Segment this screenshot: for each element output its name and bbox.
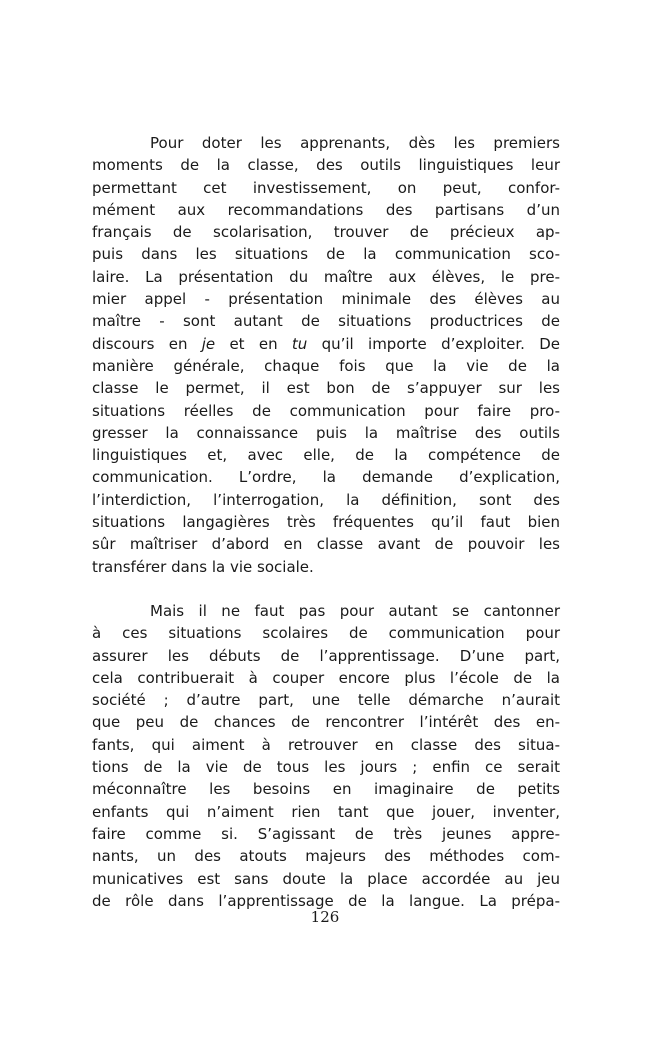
text-segment: permettant cet investissement, on peut, confor- [92,178,560,197]
text-line [92,199,560,221]
text-segment: tions de la vie de tous les jours ; enfin ce serait [92,758,560,777]
text-segment: Pour doter les apprenants, dès les premiers [150,134,560,152]
text-segment: et en [215,334,292,353]
text-line [92,355,560,377]
text-line [92,667,560,689]
text-line [92,333,560,355]
text-line [92,310,560,332]
text-line [92,400,560,422]
text-segment: situations réelles de communication pour faire pro- [92,401,560,420]
text-line [92,533,560,555]
text-line [92,243,560,265]
text-line [92,868,560,890]
paragraph [92,600,560,912]
paragraph [92,132,560,578]
text-segment: méconnaître les besoins en imaginaire de petits [92,780,560,799]
text-segment: maître - sont autant de situations productrices de [92,312,560,331]
text-segment: situations langagières très fréquentes qu’il faut bien [92,513,560,532]
text-segment: municatives est sans doute la place accordée au jeu [92,869,560,888]
text-segment: l’interdiction, l’interrogation, la définition, sont des [92,490,560,509]
text-segment: sûr maîtriser d’abord en classe avant de pouvoir les [92,535,560,554]
text-line [92,221,560,243]
text-line [92,444,560,466]
text-segment: français de scolarisation, trouver de précieux ap- [92,223,560,242]
text-segment: enfants qui n’aiment rien tant que jouer, inventer, [92,802,560,821]
text-line [92,556,560,578]
text-line [92,778,560,800]
text-segment: classe le permet, il est bon de s’appuyer sur les [92,379,560,398]
text-segment: transférer dans la vie sociale. [92,557,314,576]
text-line [92,734,560,756]
text-line [92,622,560,644]
text-segment: manière générale, chaque fois que la vie de la [92,356,560,375]
text-line [92,422,560,444]
text-segment: fants, qui aiment à retrouver en classe des situa- [92,735,560,754]
text-segment: que peu de chances de rencontrer l’intérêt des en- [92,713,560,732]
text-line [92,511,560,533]
body-text [92,132,560,934]
text-line [92,377,560,399]
text-segment: à ces situations scolaires de communication pour [92,624,560,643]
text-segment: laire. La présentation du maître aux élèves, le pre- [92,267,560,286]
text-line [92,132,560,154]
italic-text: je [201,334,216,353]
text-line [92,177,560,199]
text-line [92,845,560,867]
text-line [92,266,560,288]
text-line [92,466,560,488]
text-segment: mément aux recommandations des partisans d’un [92,200,560,219]
text-segment: gresser la connaissance puis la maîtrise des outils [92,423,560,442]
text-segment: faire comme si. S’agissant de très jeunes appre- [92,824,560,843]
text-line [92,689,560,711]
text-segment: assurer les débuts de l’apprentissage. D’une part, [92,646,560,665]
text-segment: mier appel - présentation minimale des élèves au [92,290,560,309]
text-line [92,645,560,667]
italic-text: tu [291,334,308,353]
text-segment: nants, un des atouts majeurs des méthodes com- [92,847,560,866]
text-segment: qu’il importe d’exploiter. De [307,334,560,353]
text-line [92,823,560,845]
text-line [92,756,560,778]
text-segment: moments de la classe, des outils linguistiques leur [92,156,560,175]
text-segment: Mais il ne faut pas pour autant se cantonner [150,601,560,620]
text-segment: cela contribuerait à couper encore plus l’école de la [92,668,560,687]
page-number: 126 [310,908,340,926]
text-line [92,600,560,622]
text-segment: de rôle dans l’apprentissage de la langue. La prépa- [92,891,560,910]
text-line [92,489,560,511]
text-segment: discours en [92,334,202,353]
text-segment: communication. L’ordre, la demande d’explication, [92,468,560,487]
text-segment: société ; d’autre part, une telle démarche n’aurait [92,691,560,710]
text-segment: linguistiques et, avec elle, de la compétence de [92,446,560,465]
text-line [92,711,560,733]
text-line [92,154,560,176]
text-segment: puis dans les situations de la communication sco- [92,245,560,264]
text-line [92,801,560,823]
text-line [92,288,560,310]
